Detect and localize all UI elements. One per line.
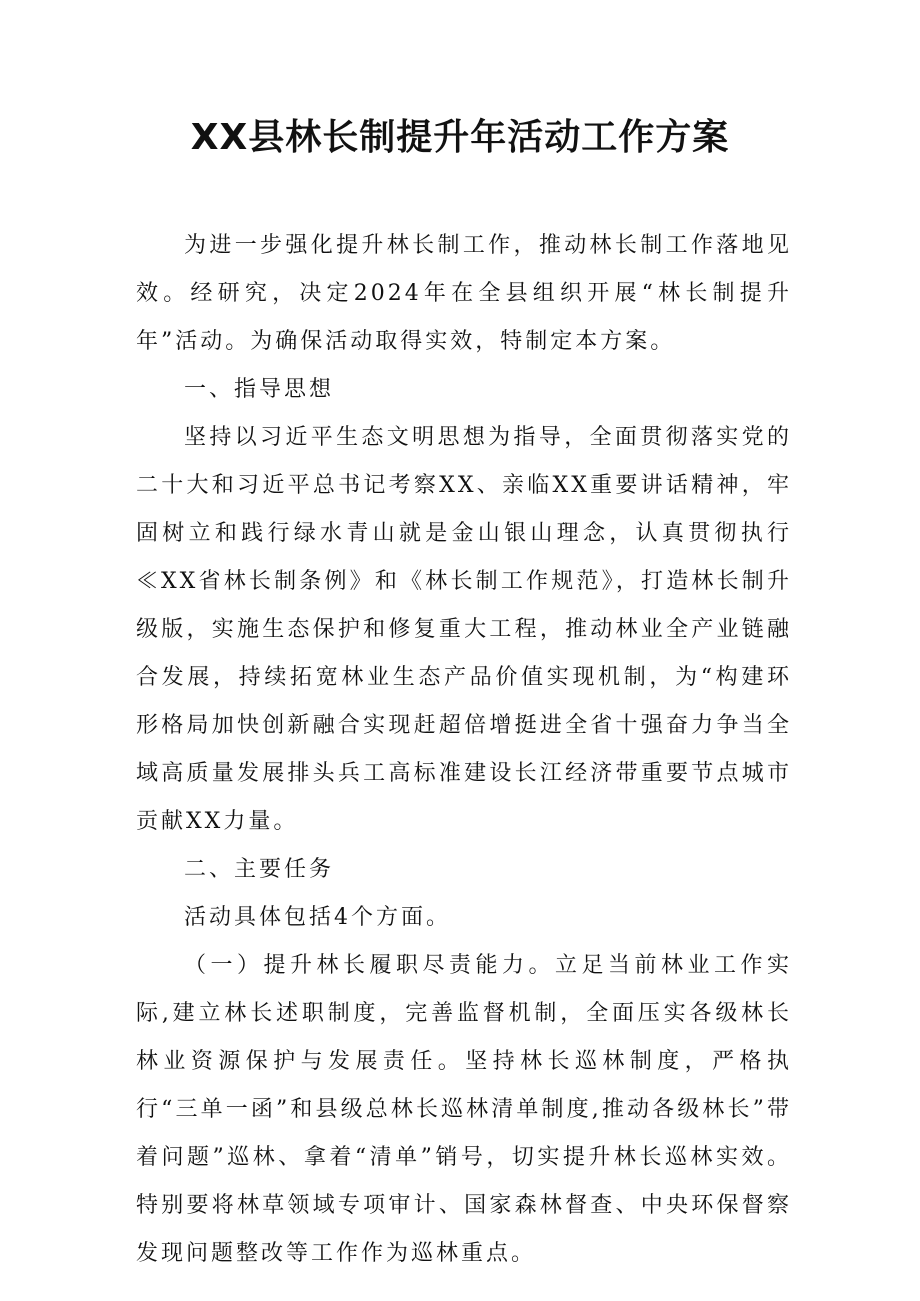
guiding-ideology-paragraph: 坚持以习近平生态文明思想为指导，全面贯彻落实党的二十大和习近平总书记考察XX、亲临XX重要讲话精神，牢固树立和践行绿水青山就是金山银山理念，认真贯彻执行≪XX省林长制条例》和《林长制工作规范》，打造林长制升级版，实施生态保护和修复重大工程，推动林业全产业链融合发展，持续拓宽林业生态产品价值实现机制，为“构建环形格局加快创新融合实现赶超倍增挺进全省十强奋力争当全域高质量发展排头兵工高标准建设长江经济带重要节点城市贡献XX力量。 [136,425,792,834]
intro-paragraph: 为进一步强化提升林长制工作，推动林长制工作落地见效。经研究，决定2024年在全县组织开展“林长制提升年”活动。为确保活动取得实效，特制定本方案。 [136,233,792,354]
section-heading-guiding-ideology: 一、指导思想 [184,377,335,402]
main-tasks-intro-paragraph: 活动具体包括4个方面。 [184,905,451,930]
task-one-paragraph: （一）提升林长履职尽责能力。立足当前林业工作实际,建立林长述职制度，完善监督机制，全面压实各级林长林业资源保护与发展责任。坚持林长巡林制度，严格执行“三单一函”和县级总林长巡林清单制度,推动各级林长”带着问题”巡林、拿着“清单”销号，切实提升林长巡林实效。特别要将林草领域专项审计、国家森林督查、中央环保督察发现问题整改等工作作为巡林重点。 [136,953,792,1266]
section-heading-main-tasks: 二、主要任务 [184,857,335,882]
document-body [136,222,792,1278]
document-title: XX县林长制提升年活动工作方案 [190,117,730,158]
